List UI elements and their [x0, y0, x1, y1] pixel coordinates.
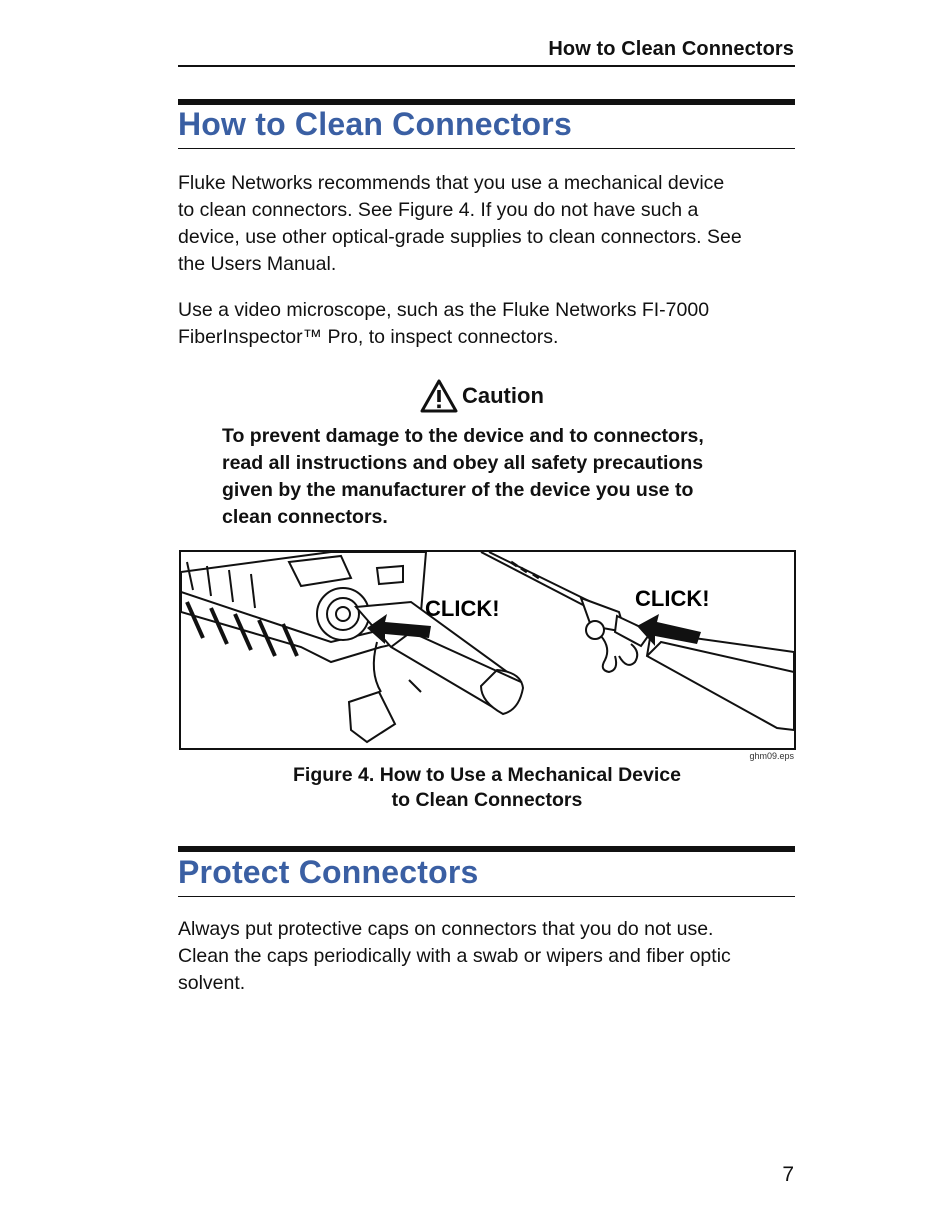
- header-rule: [178, 65, 795, 67]
- click-label-right: CLICK!: [635, 586, 710, 611]
- running-header: How to Clean Connectors: [548, 38, 794, 60]
- figure-mechanical-cleaner: [179, 550, 796, 750]
- section2-rule-top: [178, 846, 795, 852]
- section-title-clean: How to Clean Connectors: [178, 106, 572, 142]
- figure-illustration: [181, 552, 794, 748]
- section-rule-bottom: [178, 148, 795, 149]
- warning-triangle-icon: [420, 379, 458, 413]
- figure-filename: ghm09.eps: [749, 751, 794, 761]
- figure-caption-line2: to Clean Connectors: [391, 789, 583, 811]
- click-label-left: CLICK!: [425, 596, 500, 621]
- paragraph-inspect: Use a video microscope, such as the Fluke Networks FI-7000 FiberInspector™ Pro, to inspect connectors.: [178, 299, 710, 348]
- caution-label: Caution: [462, 383, 544, 408]
- paragraph-protect: Always put protective caps on connectors that you do not use. Clean the caps periodically with a swab or wipers and fiber optic solvent.: [178, 918, 731, 994]
- section-title-protect: Protect Connectors: [178, 854, 479, 890]
- page-number: 7: [782, 1163, 794, 1186]
- figure-caption-line1: Figure 4. How to Use a Mechanical Device: [293, 764, 681, 786]
- caution-heading: [420, 378, 544, 414]
- section-rule-top: [178, 99, 795, 105]
- paragraph-clean-intro: Fluke Networks recommends that you use a mechanical device to clean connectors. See Figure 4. If you do not have such a device, use other optical-grade supplies to clean connectors. See the Users Manual.: [178, 172, 742, 275]
- section2-rule-bottom: [178, 896, 795, 897]
- caution-text: To prevent damage to the device and to connectors, read all instructions and obey all safety precautions given by the manufacturer of the device you use to clean connectors.: [222, 425, 704, 528]
